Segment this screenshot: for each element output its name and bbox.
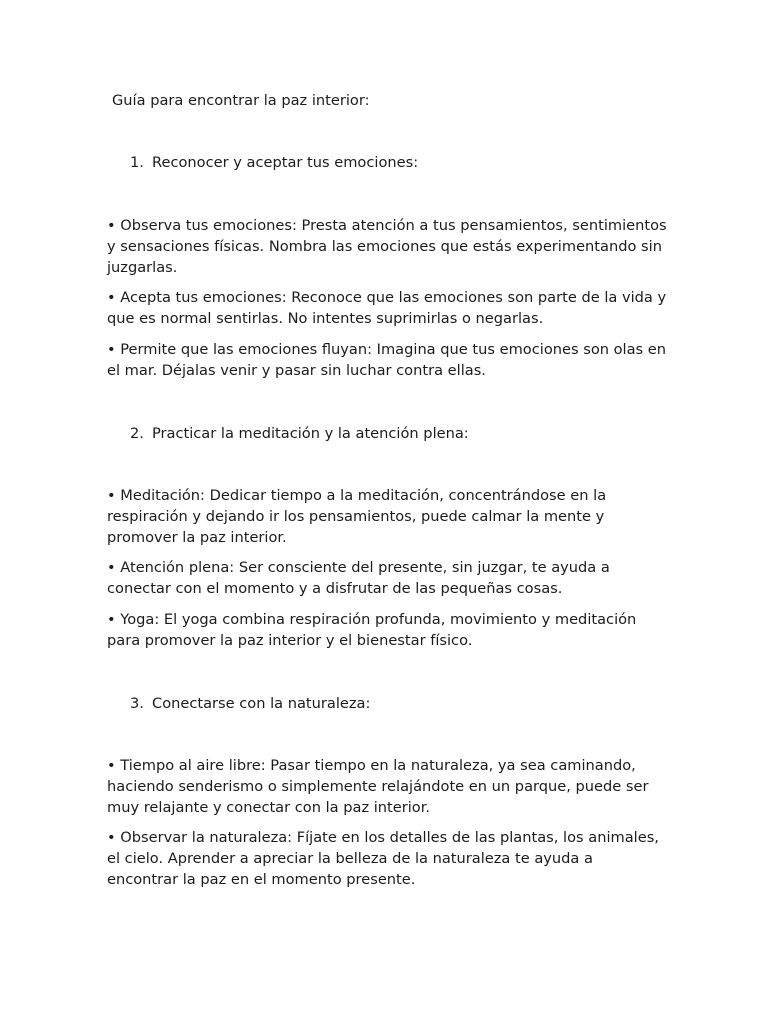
- section-number: 3.: [130, 695, 144, 712]
- bullet-paragraph: • Yoga: El yoga combina respiración profunda, movimiento y meditación para promover la paz interior y el bienestar físico.: [107, 611, 637, 649]
- bullet-paragraph: • Meditación: Dedicar tiempo a la meditación, concentrándose en la respiración y dejando ir los pensamientos, puede calmar la mente y promover la paz interior.: [107, 487, 607, 546]
- section-heading-text: Conectarse con la naturaleza:: [152, 695, 371, 712]
- document-title: Guía para encontrar la paz interior:: [112, 92, 370, 109]
- bullet-paragraph: • Permite que las emociones fluyan: Imagina que tus emociones son olas en el mar. Déjalas venir y pasar sin luchar contra ellas.: [107, 341, 667, 379]
- bullet-paragraph: • Atención plena: Ser consciente del presente, sin juzgar, te ayuda a conectar con el momento y a disfrutar de las pequeñas cosas.: [107, 559, 610, 597]
- section-heading-text: Reconocer y aceptar tus emociones:: [152, 154, 419, 171]
- section-heading-1: [130, 152, 418, 173]
- bullet-paragraph: • Tiempo al aire libre: Pasar tiempo en la naturaleza, ya sea caminando, haciendo senderismo o simplemente relajándote en un parque, puede ser muy relajante y conectar con la paz interior.: [107, 757, 649, 816]
- section-heading-3: [130, 693, 370, 714]
- bullet-paragraph: • Observa tus emociones: Presta atención a tus pensamientos, sentimientos y sensaciones físicas. Nombra las emociones que estás experimentando sin juzgarlas.: [107, 217, 667, 276]
- section-heading-text: Practicar la meditación y la atención plena:: [152, 425, 469, 442]
- section-number: 2.: [130, 425, 144, 442]
- section-heading-2: [130, 423, 469, 444]
- bullet-paragraph: • Acepta tus emociones: Reconoce que las emociones son parte de la vida y que es normal sentirlas. No intentes suprimirlas o negarlas.: [107, 289, 667, 327]
- bullet-paragraph: • Observar la naturaleza: Fíjate en los detalles de las plantas, los animales, el cielo. Aprender a apreciar la belleza de la naturaleza te ayuda a encontrar la paz en el momento presente.: [107, 829, 659, 888]
- section-number: 1.: [130, 154, 144, 171]
